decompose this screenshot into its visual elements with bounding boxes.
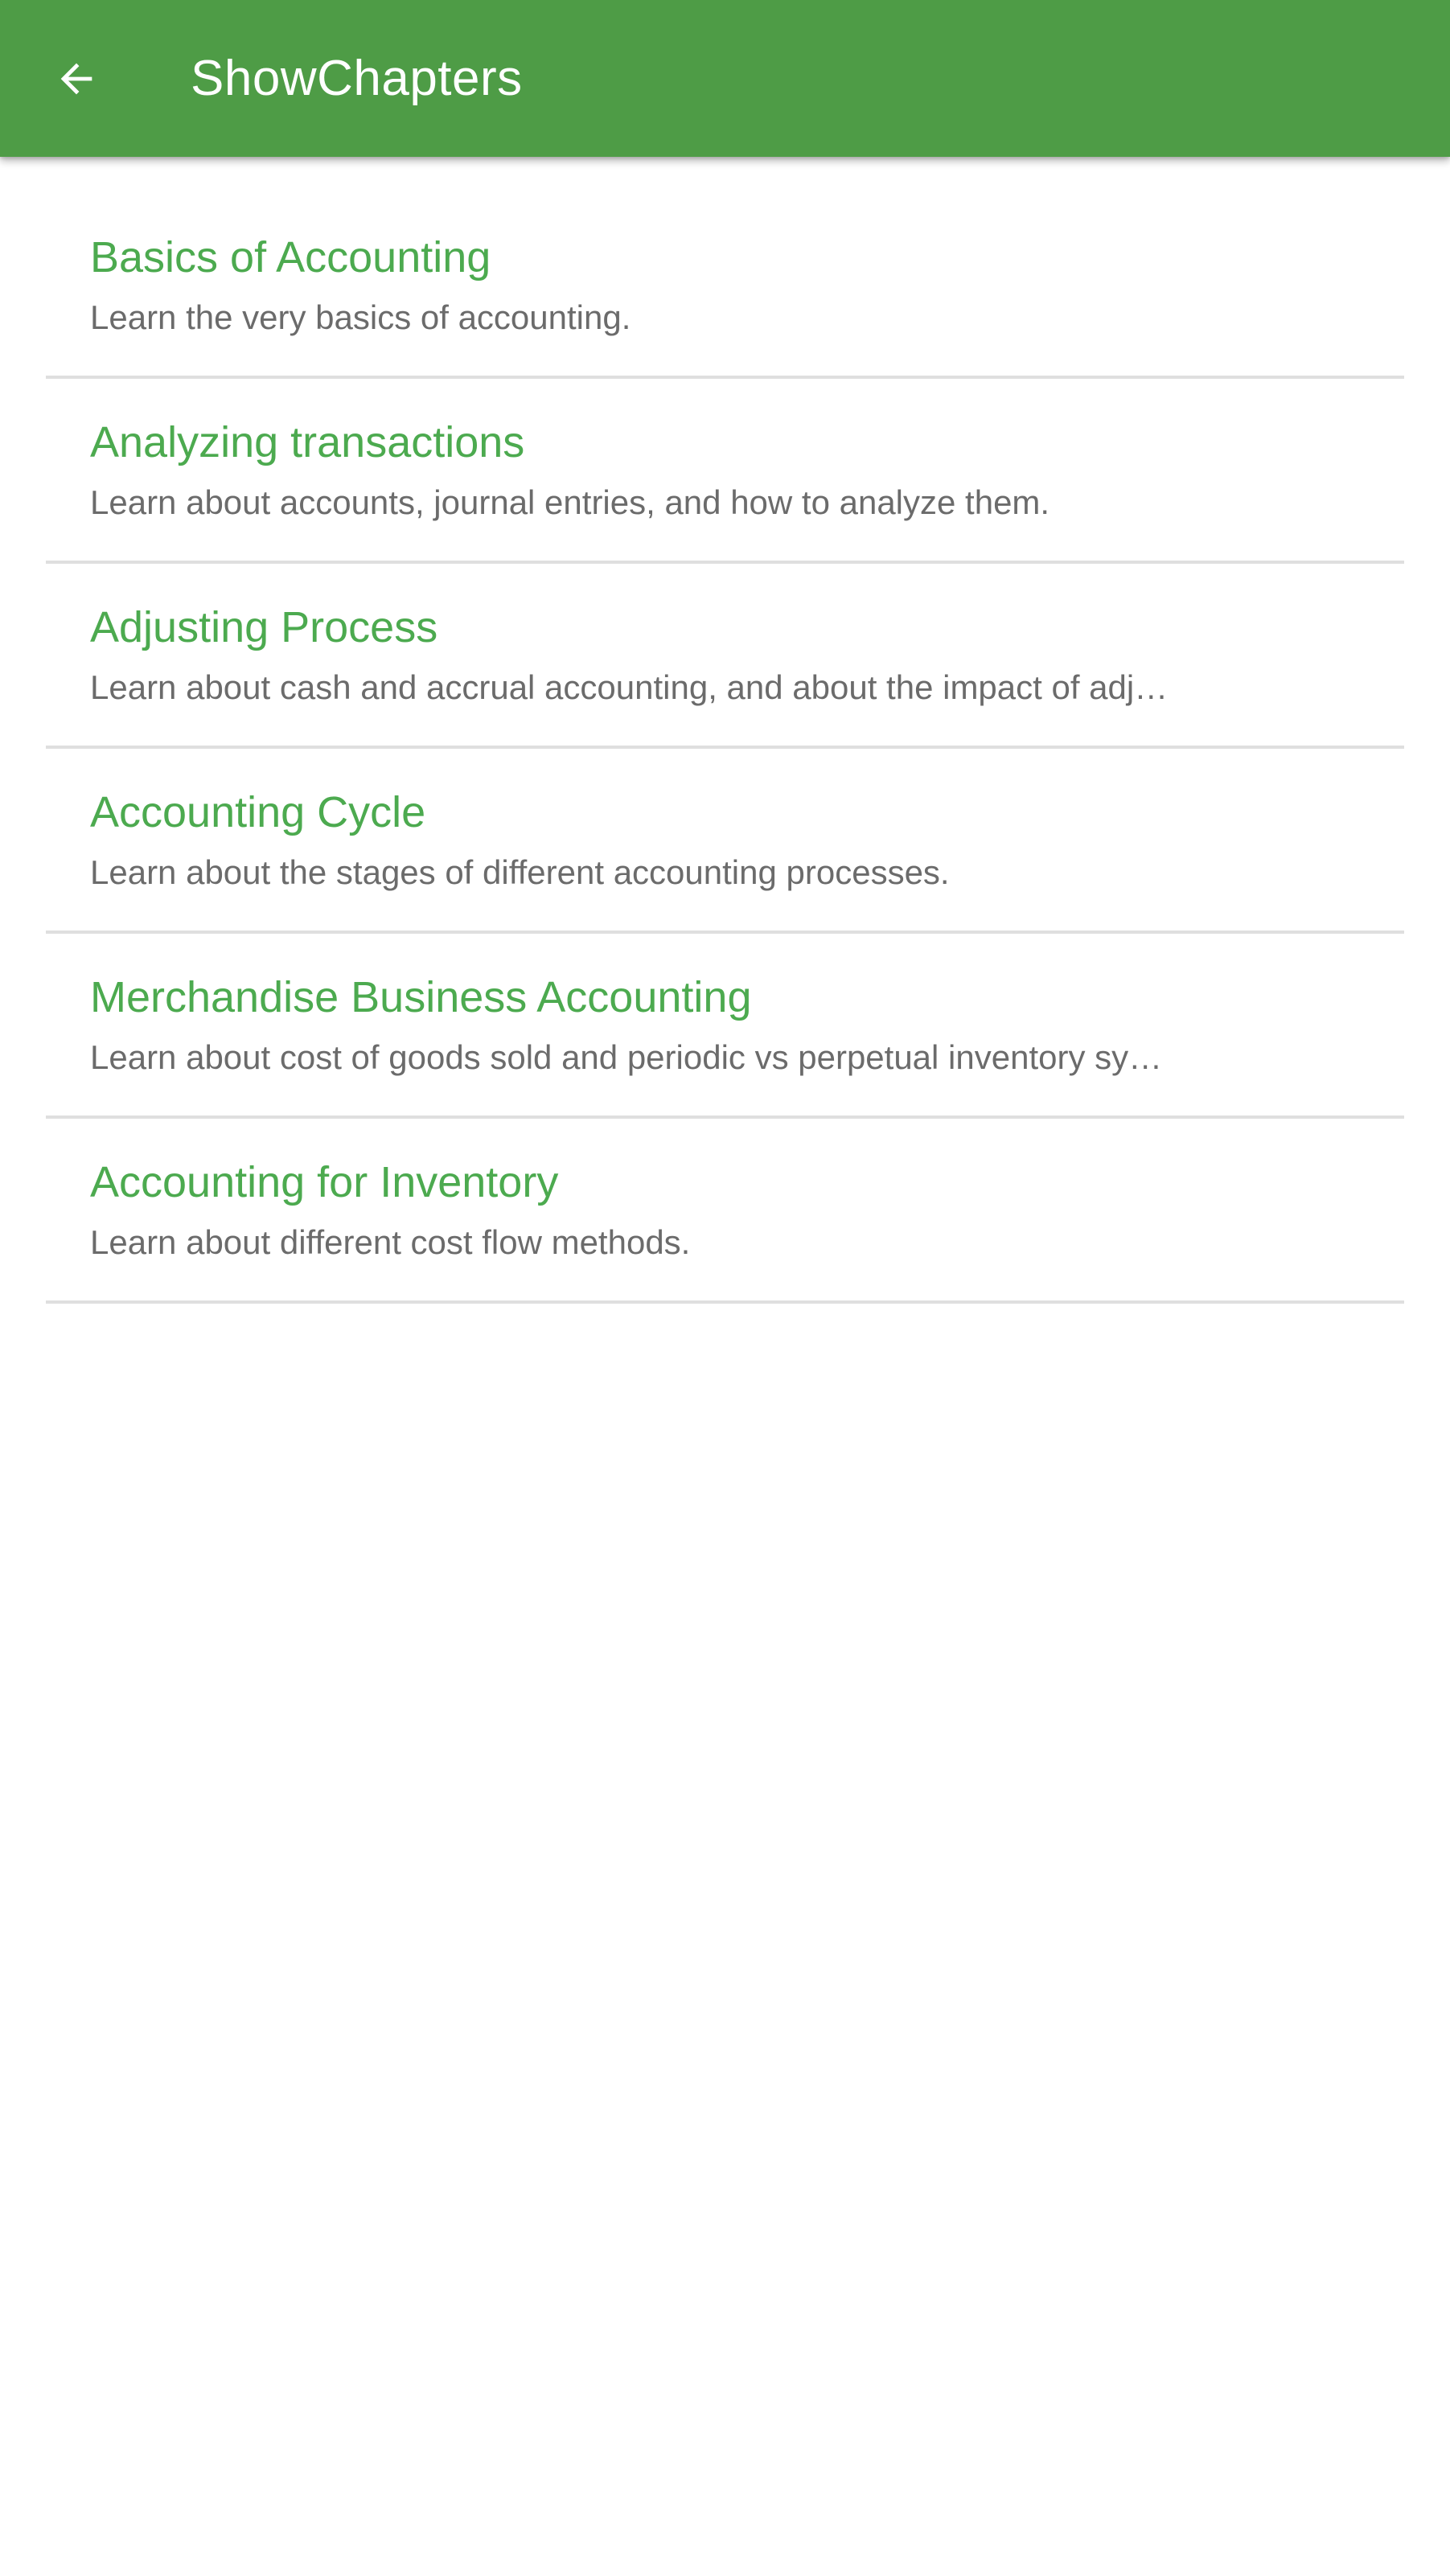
chapter-description: Learn the very basics of accounting. [90, 298, 631, 336]
page-title: ShowChapters [191, 51, 523, 106]
chapter-title: Adjusting Process [90, 603, 438, 651]
arrow-left-icon [53, 55, 100, 102]
chapter-title: Accounting for Inventory [90, 1158, 559, 1206]
chapter-description: Learn about the stages of different accounting processes. [90, 853, 950, 891]
back-button[interactable] [53, 55, 100, 102]
app-bar [0, 0, 1450, 157]
chapter-description: Learn about different cost flow methods. [90, 1223, 691, 1261]
chapter-title: Accounting Cycle [90, 788, 426, 836]
chapter-item-analyzing-transactions[interactable] [0, 379, 1450, 561]
chapter-item-basics-of-accounting[interactable] [0, 194, 1450, 376]
list-divider [46, 1300, 1404, 1304]
chapter-description: Learn about cash and accrual accounting, and about the impact of adj… [90, 668, 1169, 706]
chapter-item-adjusting-process[interactable] [0, 564, 1450, 746]
chapter-title: Analyzing transactions [90, 418, 525, 466]
chapter-description: Learn about accounts, journal entries, and how to analyze them. [90, 483, 1050, 521]
chapter-item-accounting-for-inventory[interactable] [0, 1119, 1450, 1300]
chapter-item-merchandise-business-accounting[interactable] [0, 934, 1450, 1115]
chapter-list [0, 157, 1450, 1304]
chapter-title: Merchandise Business Accounting [90, 973, 752, 1021]
chapter-description: Learn about cost of goods sold and periodic vs perpetual inventory sy… [90, 1038, 1163, 1076]
chapter-item-accounting-cycle[interactable] [0, 749, 1450, 931]
chapter-title: Basics of Accounting [90, 233, 491, 281]
